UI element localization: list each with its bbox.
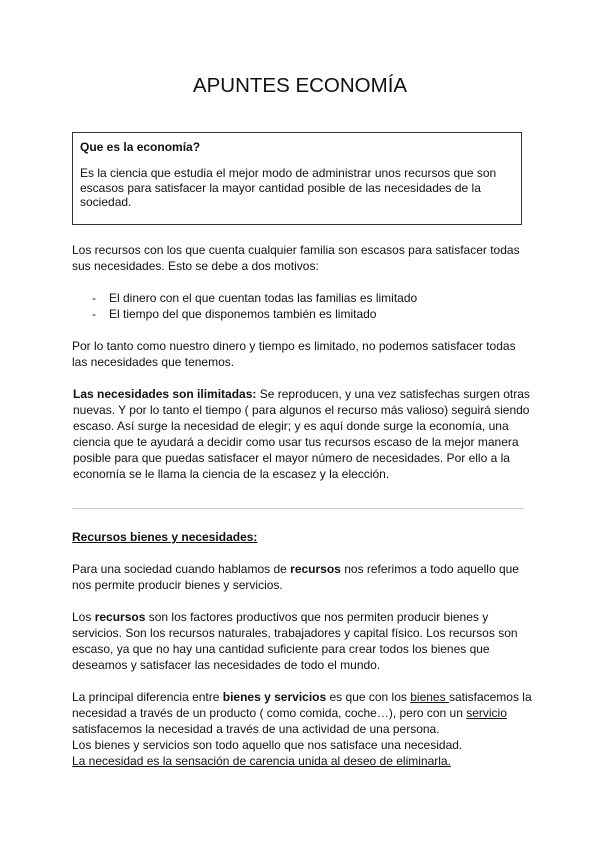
underlined-definition: La necesidad es la sensación de carencia unida al deseo de eliminarla.	[72, 754, 451, 768]
motives-list	[92, 290, 417, 322]
needs-heading: Las necesidades son ilimitadas:	[73, 387, 257, 401]
text-run: Los	[72, 610, 95, 624]
list-item	[92, 290, 417, 306]
underlined-term: servicio	[466, 706, 507, 721]
text-run: son los factores productivos que nos permiten producir bienes y servicios. Son los recursos naturales, trabajadores y capital físico. Los recursos son escaso, ya que no hay una cantidad suficiente para crear todos los bienes que deseamos y satisfacer las necesidades de todo el mundo.	[72, 610, 518, 673]
conclusion-paragraph: Por lo tanto como nuestro dinero y tiempo es limitado, no podemos satisfacer todas las necesidades que tenemos.	[72, 339, 516, 370]
text-run: Para una sociedad cuando hablamos de	[72, 562, 291, 576]
definition-answer: Es la ciencia que estudia el mejor modo de administrar unos recursos que son escasos para satisfacer la mayor cantidad posible de las necesidades de la sociedad.	[80, 166, 497, 209]
underlined-term: bienes	[410, 690, 449, 704]
list-item-text: El dinero con el que cuentan todas las familias es limitado	[109, 291, 418, 305]
list-dash: -	[92, 307, 96, 322]
resources-definition-paragraph	[72, 609, 532, 673]
needs-text: Se reproducen, y una vez satisfechas surgen otras nuevas. Y por lo tanto el tiempo ( para algunos el recurso más valioso) seguirá siendo escaso. Así surge la necesidad de elegir; y es aquí donde surge la economía, una ciencia que te ayudará a decidir como usar tus recursos escaso de la mejor manera posible para que puedas satisfacer el mayor número de necesidades. Por ello a la economía se le llama la ciencia de la escasez y la elección.	[73, 387, 530, 482]
definition-box	[72, 132, 522, 225]
goods-definition-line: Los bienes y servicios son todo aquello que nos satisface una necesidad.	[72, 738, 463, 752]
list-dash: -	[92, 291, 96, 305]
definition-question: Que es la economía?	[80, 140, 201, 154]
text-run: La principal diferencia entre	[72, 690, 223, 704]
section-divider	[72, 508, 524, 509]
bold-term: bienes y servicios	[222, 690, 327, 704]
needs-paragraph	[73, 386, 535, 483]
text-run: satisfacemos la necesidad a través de un producto ( como comida, coche…), pero con un	[72, 690, 532, 721]
text-run: es que con los	[326, 690, 411, 704]
bold-term: recursos	[290, 562, 341, 576]
text-run: satisfacemos la necesidad a través de una actividad de una persona.	[72, 722, 440, 737]
need-definition-line	[72, 753, 532, 769]
intro-paragraph: Los recursos con los que cuenta cualquier familia son escasos para satisfacer todas sus necesidades. Esto se debe a dos motivos:	[72, 243, 520, 274]
list-item-text: El tiempo del que disponemos también es limitado	[109, 307, 377, 322]
page-title: APUNTES ECONOMÍA	[192, 74, 408, 97]
list-item	[92, 306, 417, 322]
text-run: nos referimos a todo aquello que nos permite producir bienes y servicios.	[72, 562, 519, 593]
goods-services-paragraph	[72, 689, 532, 737]
bold-term: recursos	[94, 610, 146, 624]
resources-paragraph	[72, 561, 532, 593]
section-title: Recursos bienes y necesidades:	[72, 530, 258, 544]
